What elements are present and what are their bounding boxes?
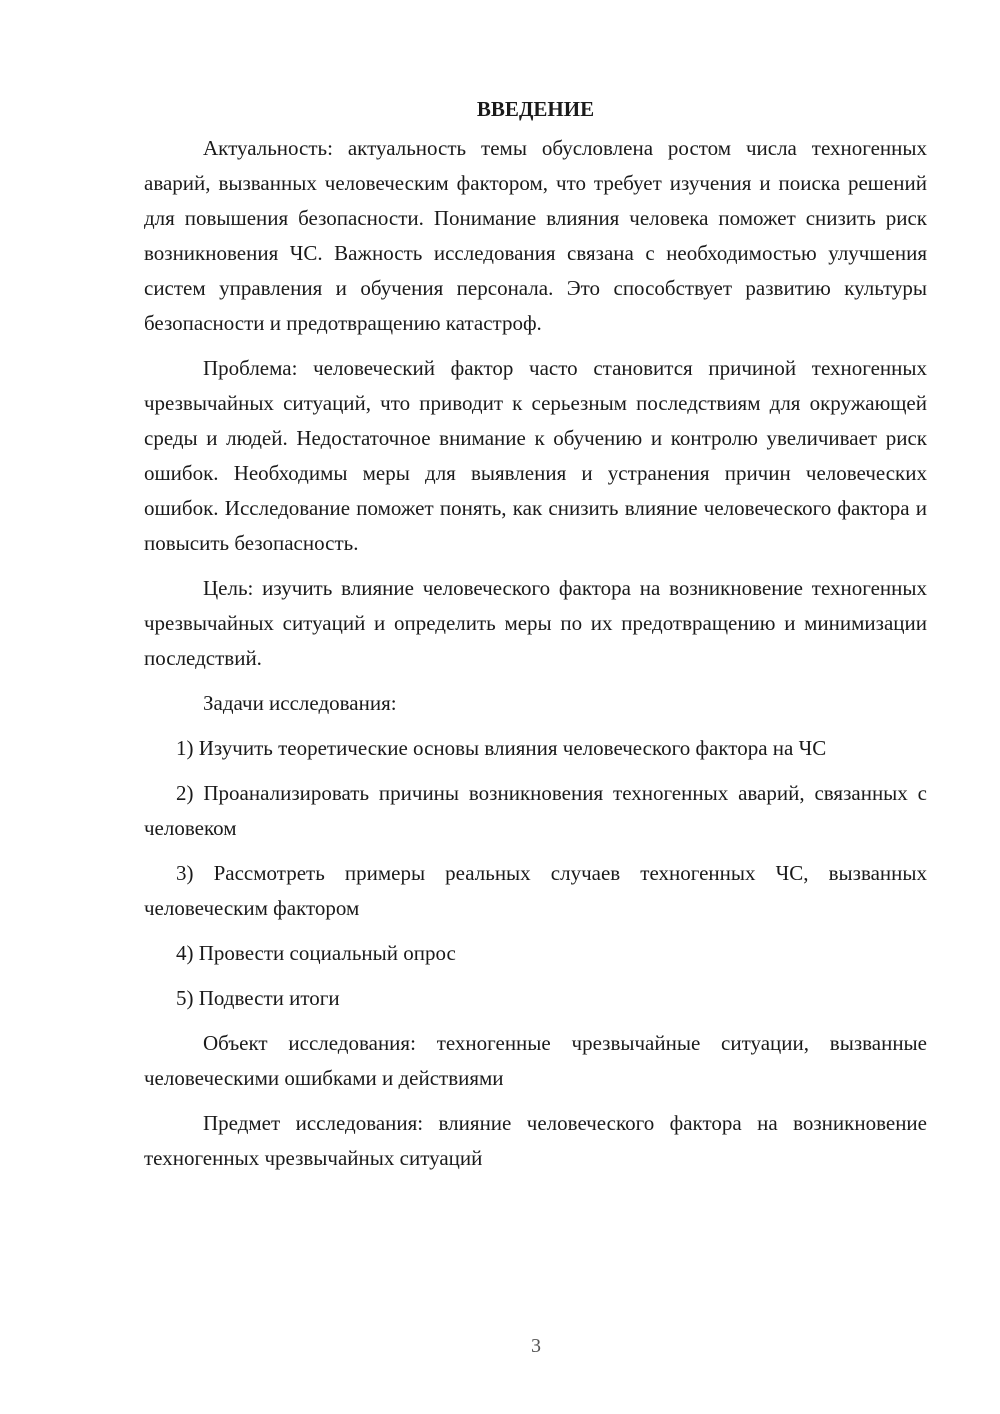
object-paragraph: Объект исследования: техногенные чрезвычайные ситуации, вызванные человеческими ошибками и действиями <box>144 1031 927 1090</box>
task-item: 3) Рассмотреть примеры реальных случаев техногенных ЧС, вызванных человеческим фактором <box>144 861 927 920</box>
relevance-paragraph: Актуальность: актуальность темы обусловлена ростом числа техногенных аварий, вызванных человеческим фактором, что требует изучения и поиска решений для повышения безопасности. Понимание влияния человека поможет снизить риск возникновения ЧС. Важность исследования связана с необходимостью улучшения систем управления и обучения персонала. Это способствует развитию культуры безопасности и предотвращению катастроф. <box>144 136 927 335</box>
page-title: ВВЕДЕНИЕ <box>476 97 595 121</box>
tasks-heading: Задачи исследования: <box>203 691 397 715</box>
page-number: 3 <box>531 1335 541 1357</box>
task-item: 4) Провести социальный опрос <box>176 941 456 965</box>
task-item: 2) Проанализировать причины возникновения техногенных аварий, связанных с человеком <box>144 781 927 840</box>
document-page <box>144 92 927 1186</box>
problem-paragraph: Проблема: человеческий фактор часто становится причиной техногенных чрезвычайных ситуаций, что приводит к серьезным последствиям для окружающей среды и людей. Недостаточное внимание к обучению и контролю увеличивает риск ошибок. Необходимы меры для выявления и устранения причин человеческих ошибок. Исследование поможет понять, как снизить влияние человеческого фактора и повысить безопасность. <box>144 356 927 555</box>
goal-paragraph: Цель: изучить влияние человеческого фактора на возникновение техногенных чрезвычайных ситуаций и определить меры по их предотвращению и минимизации последствий. <box>144 576 927 670</box>
task-item: 5) Подвести итоги <box>176 986 340 1010</box>
task-item: 1) Изучить теоретические основы влияния человеческого фактора на ЧС <box>176 736 827 760</box>
subject-paragraph: Предмет исследования: влияние человеческого фактора на возникновение техногенных чрезвычайных ситуаций <box>144 1111 927 1170</box>
